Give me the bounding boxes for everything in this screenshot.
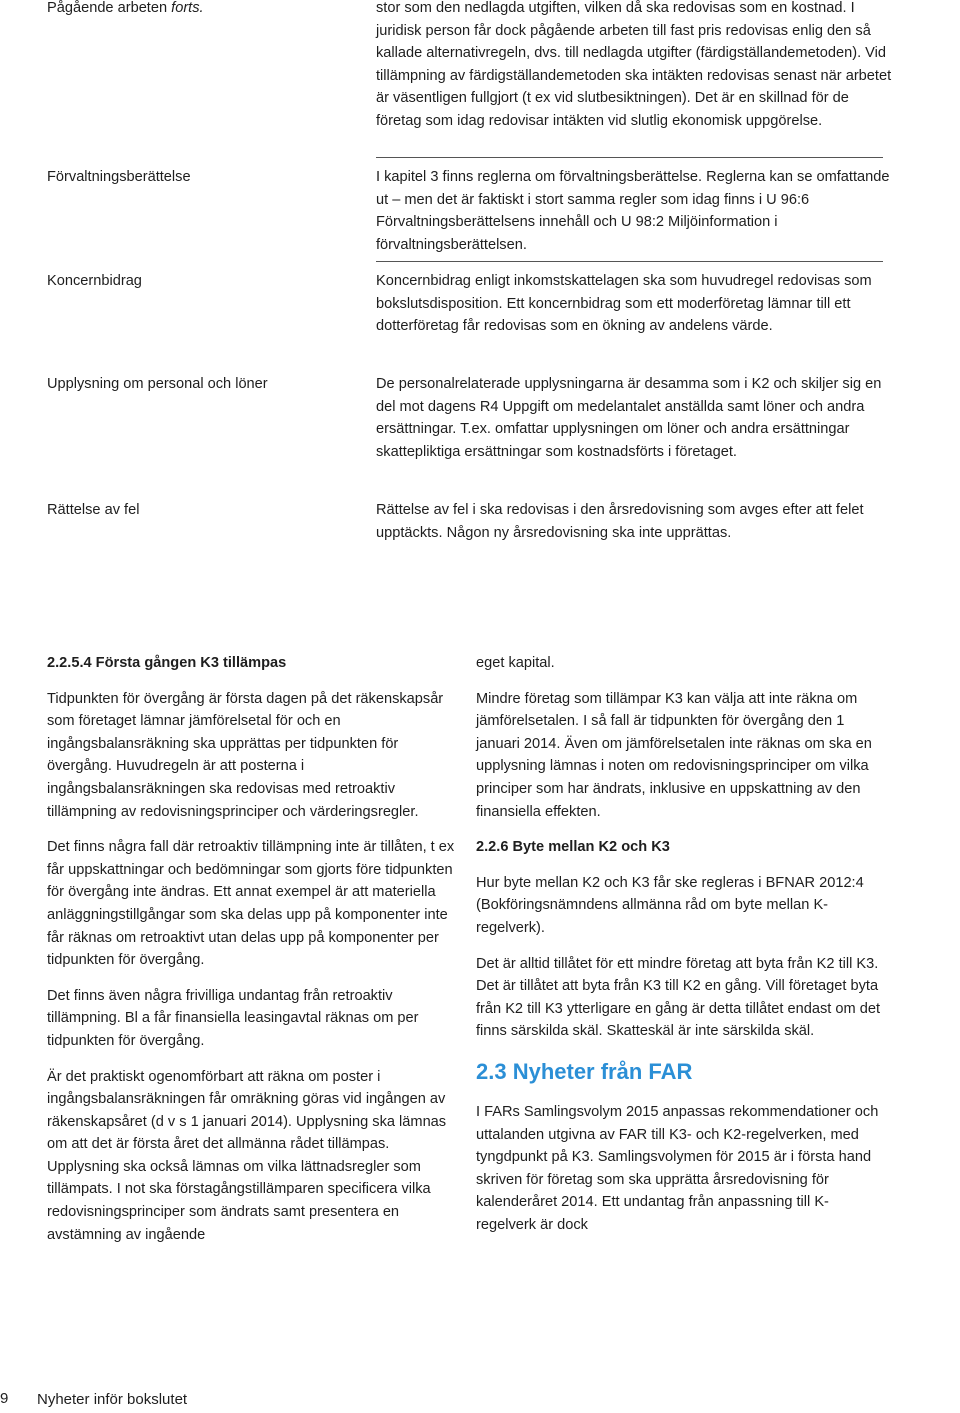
paragraph: Hur byte mellan K2 och K3 får ske regleras i BFNAR 2012:4 (Bokföringsnämndens allmänna råd om byte mellan K-regelverk). <box>476 874 864 936</box>
row-text-koncernbidrag: Koncernbidrag enligt inkomstskattelagen ska som huvudregel redovisas som bokslutsdisposition. Ett koncernbidrag som ett moderföretag lämnar till ett dotterföretag får redovisas som en ökning av andelens värde. <box>376 273 872 335</box>
left-column <box>47 652 459 1259</box>
paragraph: Mindre företag som tillämpar K3 kan välja att inte räkna om jämförelsetalen. I så fall är tidpunkten för övergång den 1 januari 2014. Även om jämförelsetalen inte räknas om ska en upplysning lämnas i noten om redovisningsprinciper om vilka principer som har ändrats, inklusive en uppskattning av den finansiella effekten. <box>476 690 872 820</box>
page-footer <box>0 1388 960 1413</box>
label-continued: forts. <box>171 0 204 16</box>
row-label-forvaltningsberattelse: Förvaltningsberättelse <box>47 169 191 185</box>
paragraph: I FARs Samlingsvolym 2015 anpassas rekommendationer och uttalanden utgivna av FAR till K3- och K2-regelverken, med tyngdpunkt på K3. Samlingsvolymen för 2015 är i första hand skriven för företag som ska upprätta årsredovisning för kalenderåret 2014. Ett undantag från anpassning till K-regelverk är dock <box>476 1103 879 1233</box>
row-text-personal-loner: De personalrelaterade upplysningarna är desamma som i K2 och skiljer sig en del mot dagens R4 Uppgift om medelantalet anställda samt löner och andra ersättningar. T.ex. omfattar upplysningen om löner och andra ersättningar skattepliktiga ersättningar som kostnadsförts i företaget. <box>376 376 882 460</box>
row-label-pagaende-arbeten <box>47 0 347 20</box>
row-text-forvaltningsberattelse: I kapitel 3 finns reglerna om förvaltningsberättelse. Reglerna kan se omfattande ut – men det är faktiskt i stort samma regler som idag finns i U 96:6 Förvaltningsberättelsens innehåll och U 98:2 Miljöinformation i förvaltningsberättelsen. <box>376 169 890 253</box>
paragraph: Tidpunkten för övergång är första dagen på det räkenskapsår som företaget lämnar jämförelsetal för och en ingångsbalansräkning ska upprättas per tidpunkten för övergång. Huvudregeln är att posterna i ingångsbalansräkningen ska redovisas med retroaktiv tillämpning av redovisningsprinciper och värderingsregler. <box>47 690 444 820</box>
section-heading-2-2-5-4: 2.2.5.4 Första gången K3 tillämpas <box>47 655 287 671</box>
right-column <box>476 652 888 1249</box>
row-label-personal-loner: Upplysning om personal och löner <box>47 376 268 392</box>
paragraph: eget kapital. <box>476 655 555 671</box>
label-text: Pågående arbeten <box>47 0 172 16</box>
row-label-rattelse-av-fel: Rättelse av fel <box>47 502 140 518</box>
row-divider <box>376 157 883 158</box>
section-heading-2-3: 2.3 Nyheter från FAR <box>476 1058 693 1084</box>
paragraph: Är det praktiskt ogenomförbart att räkna om poster i ingångsbalansräkningen får omräkning göras vid ingången av räkenskapsåret (d v s 1 januari 2014). Upplysning ska lämnas om att det är första året det allmänna rådet tillämpas. Upplysning ska också lämnas om vilka lättnadsregler som tillämpats. I not ska förstagångstillämparen specificera vilka redovisningsprinciper som ändrats samt presentera en avstämning av ingående <box>47 1068 447 1243</box>
page-number: 9 <box>0 1390 9 1407</box>
section-heading-2-2-6: 2.2.6 Byte mellan K2 och K3 <box>476 839 670 856</box>
row-divider <box>376 261 883 262</box>
paragraph: Det finns även några frivilliga undantag från retroaktiv tillämpning. Bl a får finansiella leasingavtal räknas om per tidpunkten för övergång. <box>47 987 419 1049</box>
paragraph: Det är alltid tillåtet för ett mindre företag att byta från K2 till K3. Det är tillåtet att byta från K3 till K2 en gång. Vill företaget byta från K2 till K3 ytterligare en gång är detta tillåtet endast om det finns särskilda skäl. Skatteskäl är inte särskilda skäl. <box>476 955 880 1040</box>
paragraph: Det finns några fall där retroaktiv tillämpning inte är tillåten, t ex får uppskattningar och bedömningar som gjorts före tidpunkten för övergång inte ändras. Ett annat exempel är att materiella anläggningstillgångar som ska delas upp på komponenter inte får räknas om retroaktivt utan delas upp på komponenter per tidpunkten för övergång. <box>47 839 455 969</box>
row-text-rattelse-av-fel: Rättelse av fel i ska redovisas i den årsredovisning som avges efter att felet upptäckts. Någon ny årsredovisning ska inte upprättas. <box>376 502 864 541</box>
row-label-koncernbidrag: Koncernbidrag <box>47 273 142 289</box>
footer-title: Nyheter inför bokslutet <box>37 1391 188 1408</box>
row-text-pagaende-arbeten: stor som den nedlagda utgiften, vilken då ska redovisas som en kostnad. I juridisk person får dock pågående arbeten till fast pris redovisas enlig den så kallade alternativregeln, dvs. till nedlagda utgifter (färdigställandemetoden). Vid tillämpning av färdigställandemetoden ska intäkten redovisas senast när arbetet är väsentligen fullgjort (t ex vid slutbesiktningen). Det är en skillnad för de företag som idag redovisar intäkten vid slutlig ekonomisk uppgörelse. <box>376 0 892 129</box>
